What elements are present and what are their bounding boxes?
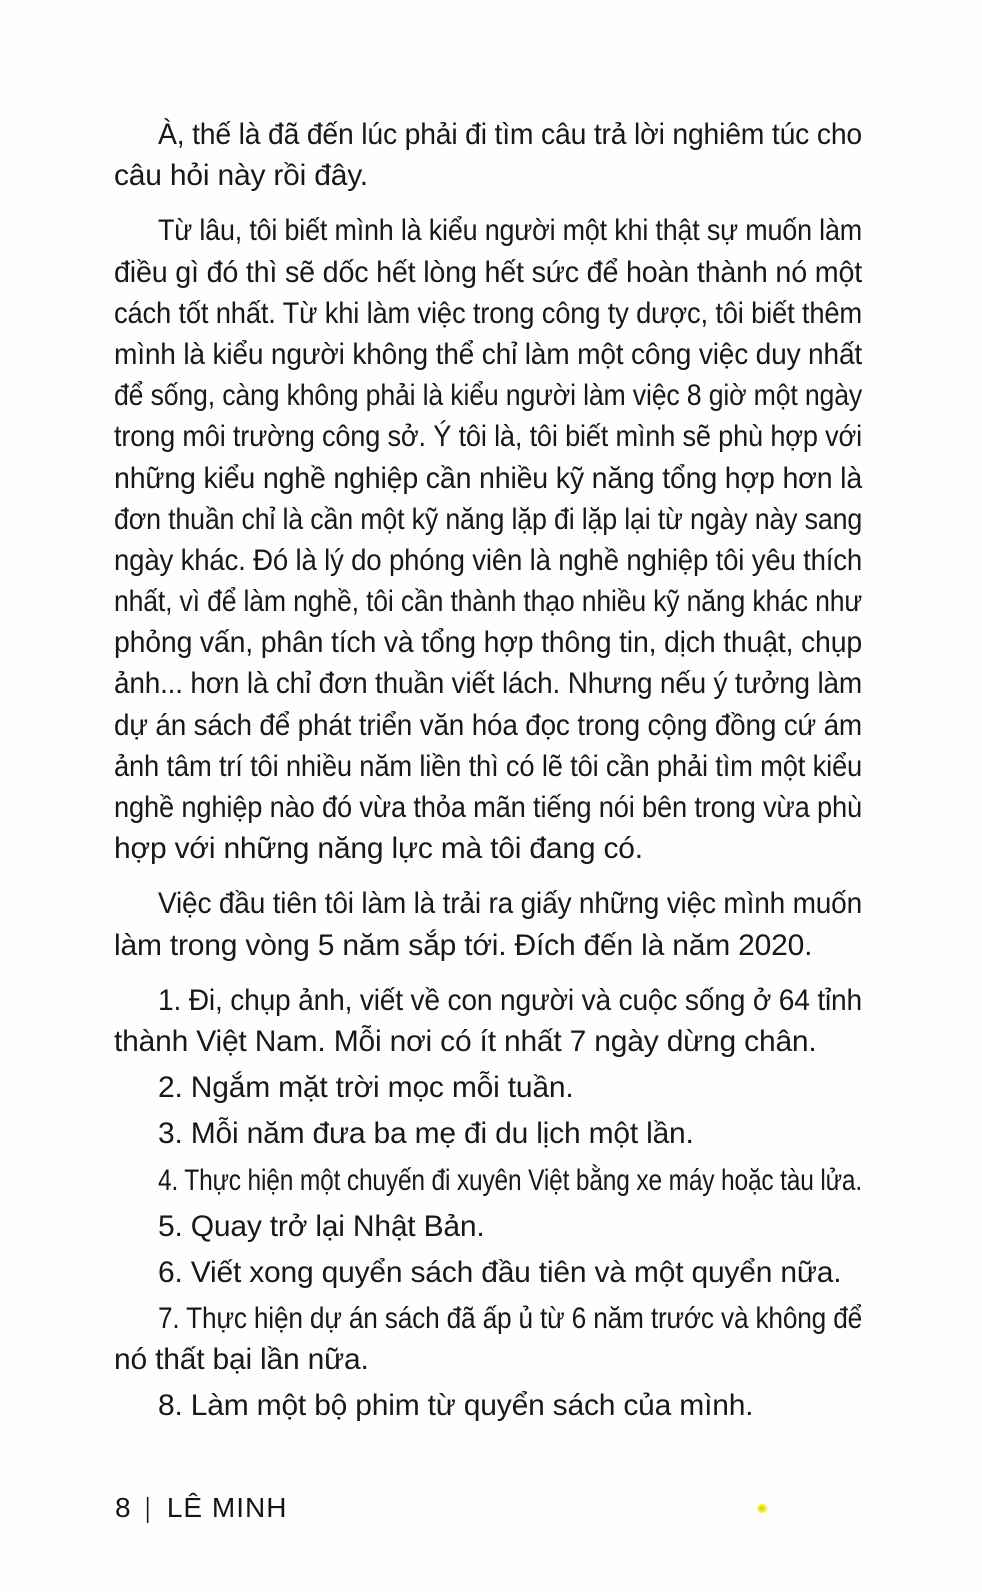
text-line <box>114 883 862 924</box>
text-line-content: ảnh... hơn là chỉ đơn thuần viết lách. Nhưng nếu ý tưởng làm <box>114 667 862 701</box>
text-line <box>114 540 862 581</box>
text-block <box>114 114 862 1432</box>
text-line-content: câu hỏi này rồi đây. <box>114 159 368 193</box>
text-line-content: những kiểu nghề nghiệp cần nhiều kỹ năng tổng hợp hơn là <box>114 461 863 495</box>
list-item <box>114 1252 862 1293</box>
paragraph <box>114 210 862 869</box>
list-item <box>114 1067 862 1108</box>
text-line <box>114 581 862 622</box>
list-item <box>114 980 862 1062</box>
text-line <box>114 828 862 869</box>
text-line-content: làm trong vòng 5 năm sắp tới. Đích đến là năm 2020. <box>114 928 813 962</box>
text-line <box>114 114 862 155</box>
text-line-content: điều gì đó thì sẽ dốc hết lòng hết sức để hoàn thành nó một <box>114 255 863 289</box>
text-line-content: ngày khác. Đó là lý do phóng viên là nghề nghiệp tôi yêu thích <box>114 543 863 577</box>
text-line <box>114 1021 862 1062</box>
text-line <box>114 1206 862 1247</box>
text-line-content: À, thế là đã đến lúc phải đi tìm câu trả lời nghiêm túc cho <box>158 118 862 151</box>
text-line-content: 3. Mỗi năm đưa ba mẹ đi du lịch một lần. <box>158 1117 694 1151</box>
text-line-content: Việc đầu tiên tôi làm là trải ra giấy những việc mình muốn <box>158 887 862 921</box>
highlight-dot-mark <box>757 1504 768 1513</box>
text-line <box>114 375 862 416</box>
list-item <box>114 1113 862 1154</box>
text-line <box>114 705 862 746</box>
text-line-content: 4. Thực hiện một chuyến đi xuyên Việt bằng xe máy hoặc tàu lửa. <box>158 1163 862 1197</box>
text-line <box>114 787 862 828</box>
text-line <box>114 1298 862 1339</box>
author-name: LÊ MINH <box>166 1492 288 1523</box>
text-line <box>114 1113 862 1154</box>
text-line <box>114 1339 862 1380</box>
text-line-content: 1. Đi, chụp ảnh, viết về con người và cuộc sống ở 64 tỉnh <box>158 983 863 1017</box>
text-line-content: 7. Thực hiện dự án sách đã ấp ủ từ 6 năm trước và không để <box>158 1302 863 1336</box>
text-line-content: 5. Quay trở lại Nhật Bản. <box>158 1209 485 1243</box>
text-line-content: thành Việt Nam. Mỗi nơi có ít nhất 7 ngày dừng chân. <box>114 1024 817 1058</box>
text-line <box>114 499 862 540</box>
list-item <box>114 1298 862 1380</box>
page-footer <box>115 1492 287 1524</box>
text-line-content: phỏng vấn, phân tích và tổng hợp thông tin, dịch thuật, chụp <box>114 626 862 660</box>
text-line-content: nghề nghiệp nào đó vừa thỏa mãn tiếng nói bên trong vừa phù <box>114 791 862 824</box>
text-line <box>114 458 862 499</box>
text-line-content: 2. Ngắm mặt trời mọc mỗi tuần. <box>158 1071 574 1105</box>
text-line-content: trong môi trường công sở. Ý tôi là, tôi biết mình sẽ phù hợp với <box>114 420 863 454</box>
text-line <box>114 980 862 1021</box>
text-line <box>114 1252 862 1293</box>
text-line <box>114 334 862 375</box>
list-item <box>114 1206 862 1247</box>
text-line <box>114 210 862 251</box>
text-line-content: ảnh tâm trí tôi nhiều năm liền thì có lẽ tôi cần phải tìm một kiểu <box>114 749 863 783</box>
text-line-content: để sống, càng không phải là kiểu người làm việc 8 giờ một ngày <box>114 379 863 413</box>
list-item <box>114 1160 862 1201</box>
text-line-content: nhất, vì để làm nghề, tôi cần thành thạo nhiều kỹ năng khác như <box>114 585 862 619</box>
list-item <box>114 1385 862 1426</box>
text-line <box>114 293 862 334</box>
text-line-content: 8. Làm một bộ phim từ quyển sách của mình. <box>158 1389 754 1423</box>
text-line <box>114 252 862 293</box>
text-line-content: cách tốt nhất. Từ khi làm việc trong công ty dược, tôi biết thêm <box>114 296 863 330</box>
text-line-content: mình là kiểu người không thể chỉ làm một công việc duy nhất <box>114 337 863 371</box>
text-line-content: đơn thuần chỉ là cần một kỹ năng lặp đi lặp lại từ ngày này sang <box>114 502 863 536</box>
paragraph <box>114 883 862 965</box>
text-line <box>114 1160 862 1201</box>
text-line-content: 6. Viết xong quyển sách đầu tiên và một quyển nữa. <box>158 1255 842 1289</box>
text-line <box>114 622 862 663</box>
text-line-content: nó thất bại lần nữa. <box>114 1343 369 1377</box>
text-line <box>114 155 862 196</box>
text-line-content: dự án sách để phát triển văn hóa đọc trong cộng đồng cứ ám <box>114 708 862 742</box>
text-line <box>114 1067 862 1108</box>
paragraph <box>114 114 862 196</box>
text-line <box>114 746 862 787</box>
text-line <box>114 663 862 704</box>
page-number: 8 <box>115 1492 132 1523</box>
text-line-content: hợp với những năng lực mà tôi đang có. <box>114 832 643 866</box>
text-line <box>114 925 862 966</box>
text-line-content: Từ lâu, tôi biết mình là kiểu người một khi thật sự muốn làm <box>158 214 862 248</box>
footer-separator: | <box>145 1492 151 1523</box>
text-line <box>114 1385 862 1426</box>
text-line <box>114 416 862 457</box>
